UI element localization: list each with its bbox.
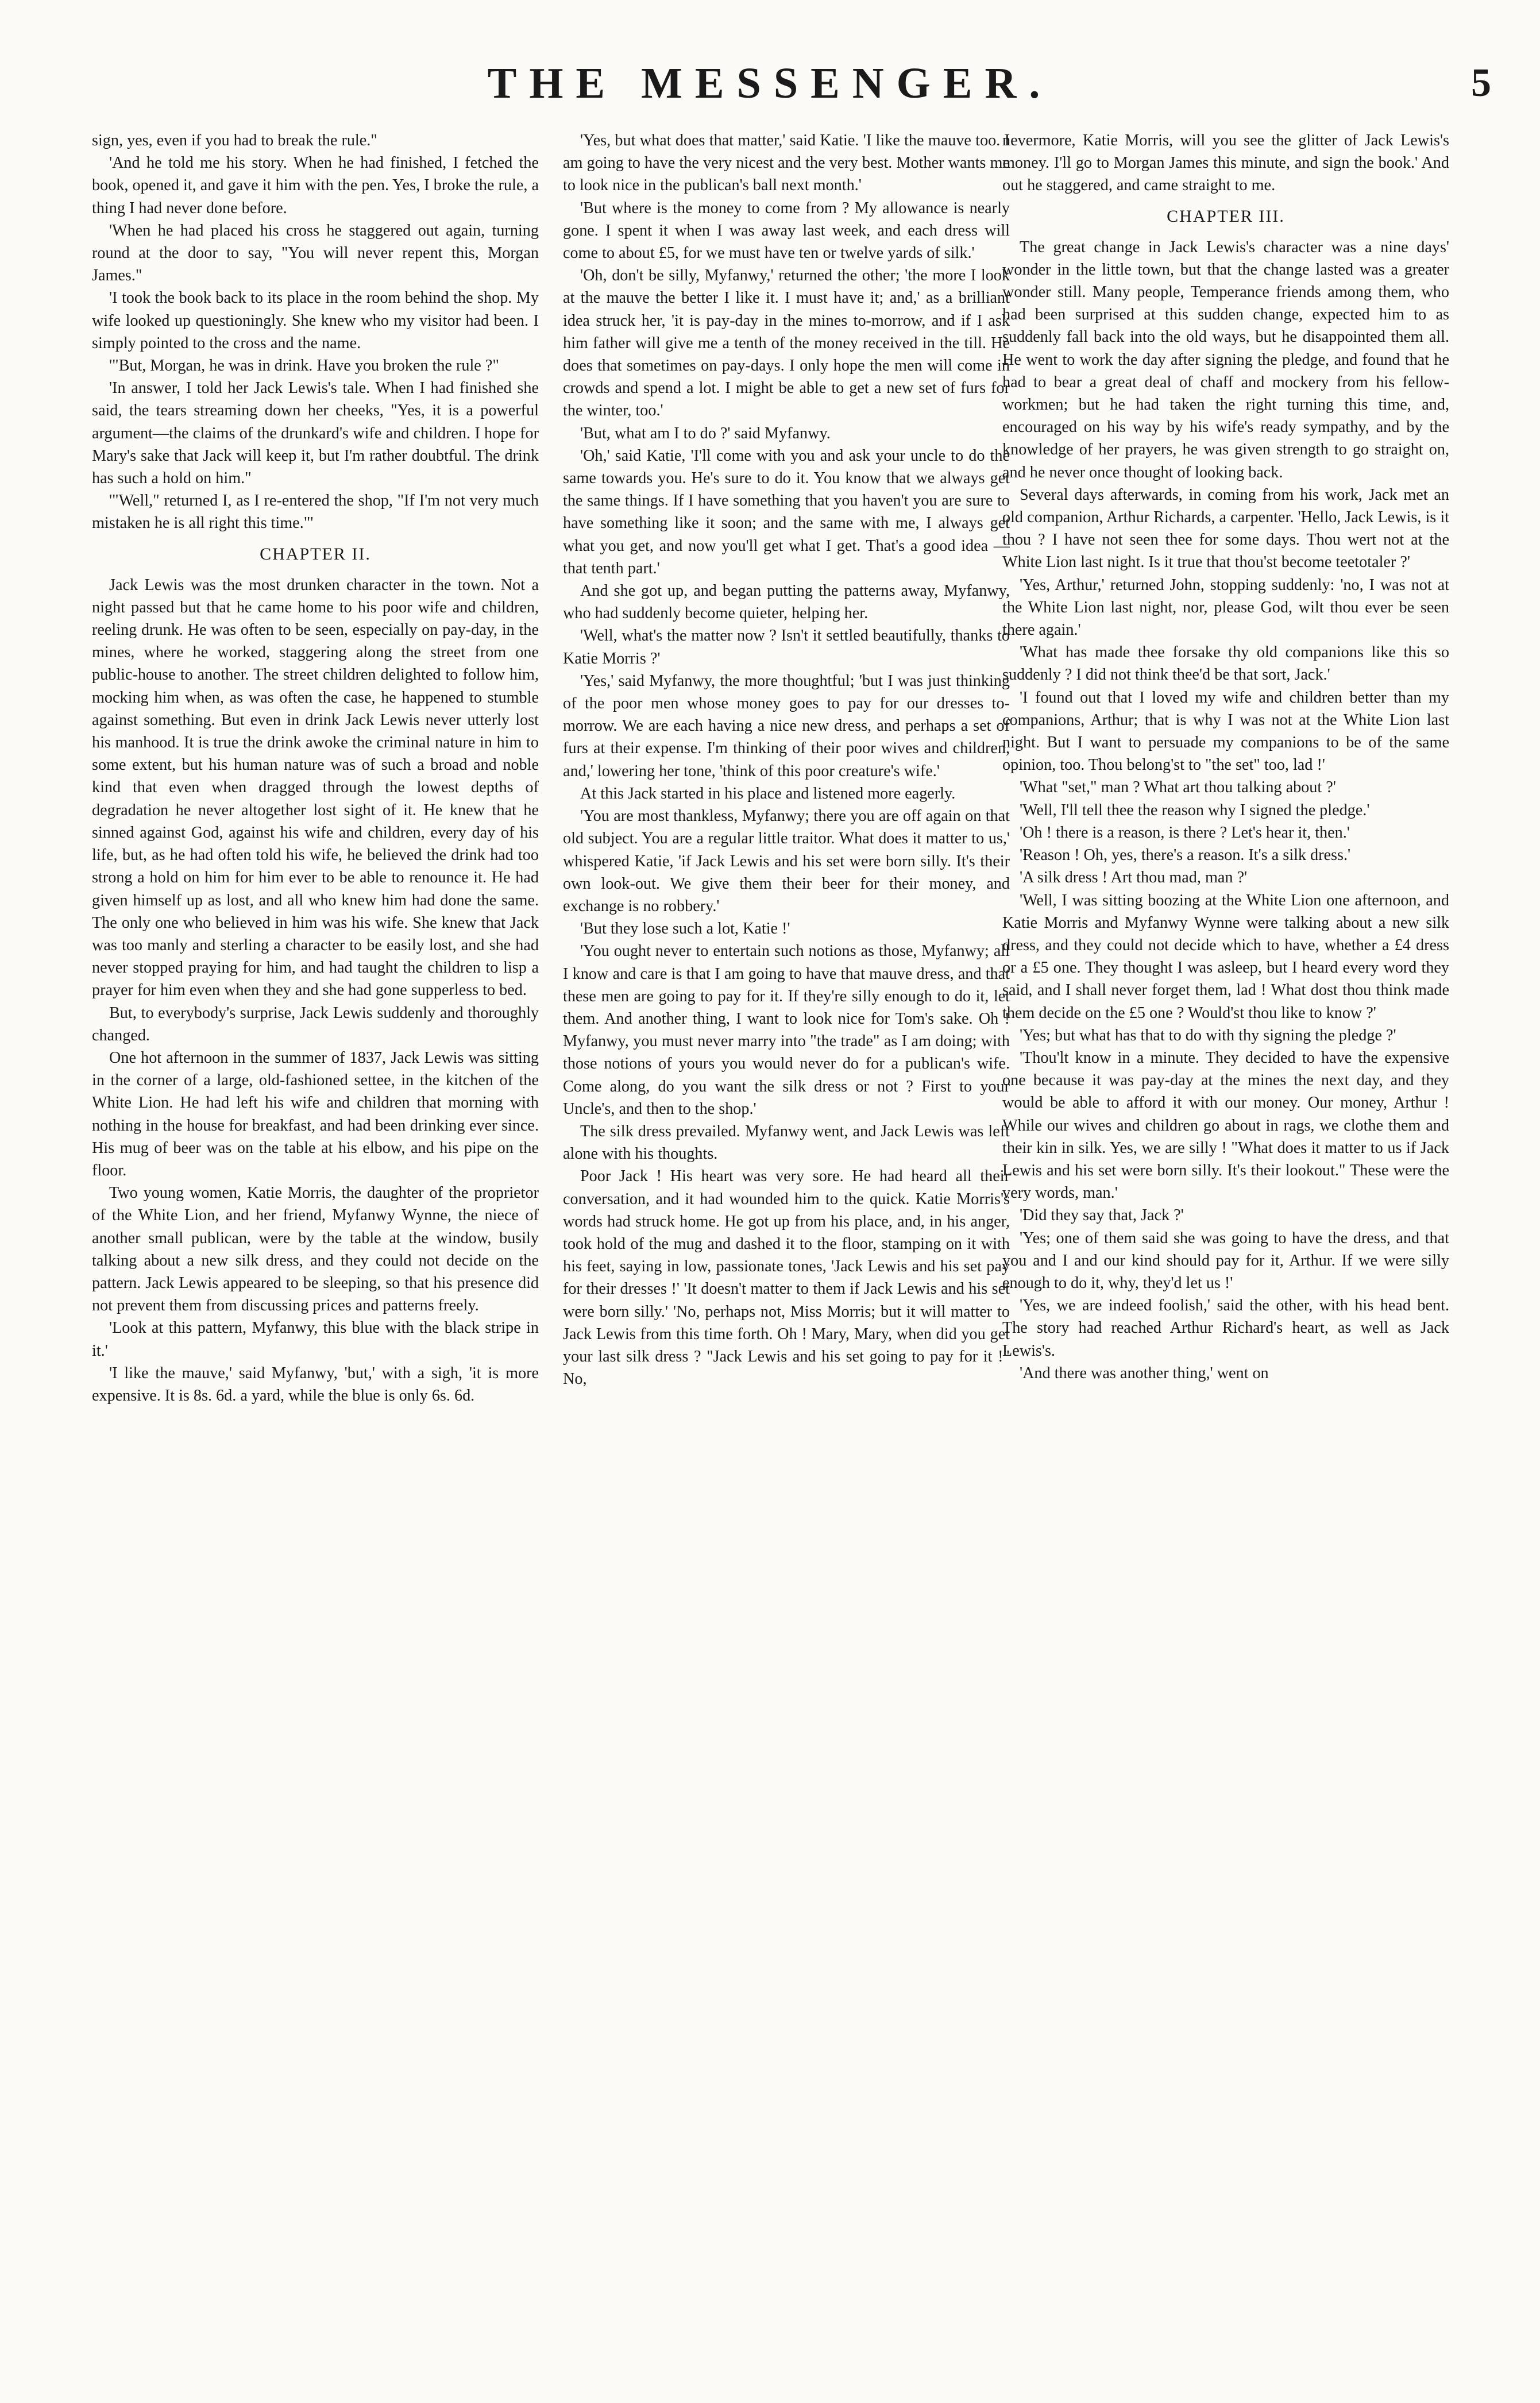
- paragraph: 'Reason ! Oh, yes, there's a reason. It's a silk dress.': [1020, 846, 1351, 865]
- paragraph: 'Thou'lt know in a minute. They decided to have the expensive one because it was pay-day at the mines the next day, and they would be able to afford it with our money. Our money, Arthur ! While our wives and children go about in rags, we clothe them and their kin in silk. Yes, we are silly ! "What does it matter to us if Jack Lewis and his set were born silly. It's their lookout." These were the very words, man.': [1002, 1048, 1449, 1202]
- paragraph: 'Well, what's the matter now ? Isn't it settled beautifully, thanks to Katie Morris ?': [563, 627, 1010, 668]
- paragraph: The great change in Jack Lewis's character was a nine days' wonder in the little town, but that the change lasted was a greater wonder still. Many people, Temperance friends among them, who had been surprised at this sudden change, expected him to as suddenly fall back into the old ways, but he disappointed them all. He went to work the day after signing the pledge, and found that he had to bear a great deal of chaff and mockery from his fellow-workmen; but he had taken the right turning this time, and, encouraged on his way by his wife's ready sympathy, and by the knowledge of her prayers, he was given strength to go straight on, and he never once thought of looking back.: [1002, 238, 1449, 481]
- paragraph: sign, yes, even if you had to break the rule.": [92, 132, 377, 149]
- paragraph: The silk dress prevailed. Myfanwy went, and Jack Lewis was left alone with his thoughts.: [563, 1122, 1010, 1163]
- paragraph: 'In answer, I told her Jack Lewis's tale. When I had finished she said, the tears streaming down her cheeks, "Yes, it is a powerful argument—the claims of the drunkard's wife and children. I hope for Mary's sake that Jack will keep it, but I'm rather doubtful. The drink has such a hold on him.": [92, 379, 539, 488]
- paragraph: 'A silk dress ! Art thou mad, man ?': [1020, 869, 1248, 887]
- paragraph: 'And he told me his story. When he had finished, I fetched the book, opened it, and gave it him with the pen. Yes, I broke the rule, a thing I had never done before.: [92, 154, 539, 217]
- paragraph: Jack Lewis was the most drunken character in the town. Not a night passed but that he came home to his poor wife and children, reeling drunk. He was often to be seen, especially on pay-day, in the mines, where he worked, staggering along the street from one public-house to another. The street children delighted to follow him, mocking him when, as was often the case, he happened to stumble against something. But even in drink Jack Lewis never utterly lost his manhood. It is true the drink awoke the criminal nature in him to some extent, but his human nature was of such a broad and noble kind that even when dragged through the lowest depths of degradation he never altogether lost sight of it. He knew that he sinned against God, against his wife and children, every day of his life, but, as he had often told his wife, he believed the drink had too strong a hold on him for him ever to be able to renounce it. He had given himself up as lost, and all who knew him had done the same. The only one who believed in him was his wife. She knew that Jack was too manly and sterling a character to be easily lost, and she had never stopped praying for him, and had taught the children to lisp a prayer for him even when they and she had gone supperless to bed.: [92, 576, 539, 1000]
- paragraph: 'What has made thee forsake thy old companions like this so suddenly ? I did not think thee'd be that sort, Jack.': [1002, 643, 1449, 684]
- paragraph: 'Oh, don't be silly, Myfanwy,' returned the other; 'the more I look at the mauve the better I like it. I must have it; and,' as a brilliant idea struck her, 'it is pay-day in the mines to-morrow, and if I ask him father will give me a tenth of the money received in the till. He does that sometimes on pay-days. I only hope the men will come in crowds and spend a lot. I might be able to get a new set of furs for the winter, too.': [563, 267, 1010, 420]
- paragraph: nevermore, Katie Morris, will you see the glitter of Jack Lewis's money. I'll go to Morgan James this minute, and sign the book.' And out he staggered, and came straight to me.: [1002, 132, 1449, 195]
- page-number: 5: [1471, 61, 1491, 105]
- paragraph: 'But where is the money to come from ? My allowance is nearly gone. I spent it when I was away last week, and each dress will come to about £5, for we must have ten or twelve yards of silk.': [563, 199, 1010, 263]
- paragraph: '"But, Morgan, he was in drink. Have you broken the rule ?": [109, 357, 499, 375]
- paragraph: 'Yes, we are indeed foolish,' said the other, with his head bent. The story had reached Arthur Richard's heart, as well as Jack Lewis's.: [1002, 1297, 1449, 1360]
- paragraph: 'Yes, but what does that matter,' said Katie. 'I like the mauve too. I am going to have the very nicest and the very best. Mother wants me to look nice in the publican's ball next month.': [563, 132, 1010, 195]
- paragraph: One hot afternoon in the summer of 1837, Jack Lewis was sitting in the corner of a large, old-fashioned settee, in the kitchen of the White Lion. He had left his wife and children that morning with nothing in the house for breakfast, and had been drinking ever since. His mug of beer was on the table at his elbow, and his pipe on the floor.: [92, 1048, 539, 1179]
- paragraph: '"Well," returned I, as I re-entered the shop, "If I'm not very much mistaken he is all right this time."': [92, 492, 539, 533]
- paragraph: But, to everybody's surprise, Jack Lewis suddenly and thoroughly changed.: [92, 1004, 539, 1044]
- paragraph: Several days afterwards, in coming from his work, Jack met an old companion, Arthur Richards, a carpenter. 'Hello, Jack Lewis, is it thou ? I have not seen thee for some days. Thou wert not at the White Lion last night. Is it true that thou'st become teetotaler ?': [1002, 485, 1449, 572]
- paragraph: 'When he had placed his cross he staggered out again, turning round at the door to say, "You will never repent this, Morgan James.": [92, 221, 539, 285]
- paragraph: 'But they lose such a lot, Katie !': [580, 920, 790, 938]
- paragraph: 'Yes, Arthur,' returned John, stopping suddenly: 'no, I was not at the White Lion last night, nor, please God, wilt thou ever be seen there again.': [1002, 576, 1449, 639]
- paragraph: 'And there was another thing,' went on: [1020, 1364, 1269, 1382]
- publication-title: THE MESSENGER.: [487, 59, 1053, 107]
- chapter-heading: CHAPTER III.: [1167, 206, 1285, 226]
- paragraph: 'But, what am I to do ?' said Myfanwy.: [580, 424, 831, 442]
- paragraph: At this Jack started in his place and listened more eagerly.: [580, 784, 956, 803]
- paragraph: 'Oh,' said Katie, 'I'll come with you and ask your uncle to do the same towards you. He's sure to do it. You know that we always get the same things. If I have something that you haven't you are sure to have something like it soon; and the same with me, I always get what you get, and now you'll get what I get. That's a good idea —that tenth part.': [563, 446, 1010, 577]
- chapter-heading: CHAPTER II.: [260, 544, 371, 564]
- paragraph: 'Well, I was sitting boozing at the White Lion one afternoon, and Katie Morris and Myfanwy Wynne were talking about a new silk dress, and they could not decide which to have, whether a £4 dress or a £5 one. They thought I was asleep, but I heard every word they said, and I shall never forget them, lad ! What dost thou think made them decide on the £5 one ? Would'st thou like to know ?': [1002, 891, 1449, 1022]
- text-column-2: [563, 129, 1010, 2370]
- text-column-1: [92, 129, 539, 2370]
- paragraph: 'I like the mauve,' said Myfanwy, 'but,' with a sigh, 'it is more expensive. It is 8s. 6d. a yard, while the blue is only 6s. 6d.: [92, 1364, 539, 1405]
- paragraph: 'I took the book back to its place in the room behind the shop. My wife looked up questioningly. She knew who my visitor had been. I simply pointed to the cross and the name.: [92, 289, 539, 352]
- paragraph: 'Did they say that, Jack ?': [1020, 1206, 1184, 1225]
- paragraph: 'Look at this pattern, Myfanwy, this blue with the black stripe in it.': [92, 1319, 539, 1360]
- paragraph: And she got up, and began putting the patterns away, Myfanwy, who had suddenly become quieter, helping her.: [563, 582, 1010, 623]
- paragraph: Two young women, Katie Morris, the daughter of the proprietor of the White Lion, and her friend, Myfanwy Wynne, the niece of another small publican, were by the table at the window, busily talking about a new silk dress, and they could not decide on the pattern. Jack Lewis appeared to be sleeping, so that his presence did not prevent them from discussing prices and patterns freely.: [92, 1184, 539, 1315]
- text-column-3: [1002, 129, 1449, 2370]
- paragraph: 'I found out that I loved my wife and children better than my companions, Arthur; that is why I was not at the White Lion last night. But I want to persuade my companions to be of the same opinion, too. Thou belong'st to "the set" too, lad !': [1002, 688, 1449, 774]
- paragraph: 'Well, I'll tell thee the reason why I signed the pledge.': [1020, 801, 1370, 819]
- paragraph: 'Yes,' said Myfanwy, the more thoughtful; 'but I was just thinking of the poor men whose money goes to pay for our dresses to-morrow. We are each having a nice new dress, and perhaps a set of furs at their expense. I'm thinking of their poor wives and children, and,' lowering her tone, 'think of this poor creature's wife.': [563, 672, 1010, 780]
- paragraph: Poor Jack ! His heart was very sore. He had heard all their conversation, and it had wounded him to the quick. Katie Morris's words had struck home. He got up from his place, and, in his anger, took hold of the mug and dashed it to the floor, stamping on it with his feet, saying in low, passionate tones, 'Jack Lewis and his set pay for their dresses !' 'It doesn't matter to them if Jack Lewis and his set were born silly.' 'No, perhaps not, Miss Morris; but it will matter to Jack Lewis from this time forth. Oh ! Mary, Mary, when did you get your last silk dress ? "Jack Lewis and his set going to pay for it !" No,: [563, 1167, 1010, 1388]
- masthead: [0, 57, 1540, 109]
- paragraph: 'Oh ! there is a reason, is there ? Let's hear it, then.': [1020, 823, 1350, 842]
- paragraph: 'What "set," man ? What art thou talking about ?': [1020, 778, 1336, 797]
- paragraph: 'Yes; one of them said she was going to have the dress, and that you and I and our kind should pay for it, Arthur. If we were silly enough to do it, why, they'd let us !': [1002, 1229, 1449, 1292]
- paragraph: 'You are most thankless, Myfanwy; there you are off again on that old subject. You are a regular little traitor. What does it matter to us,' whispered Katie, 'if Jack Lewis and his set were born silly. It's their own look-out. We give them their beer for their money, and exchange is no robbery.': [563, 807, 1010, 915]
- paragraph: 'Yes; but what has that to do with thy signing the pledge ?': [1020, 1026, 1396, 1044]
- paragraph: 'You ought never to entertain such notions as those, Myfanwy; all I know and care is that I am going to have that mauve dress, and that these men are going to pay for it. If they're silly enough to do it, let them. And another thing, I want to look nice for Tom's sake. Oh ! Myfanwy, you must never marry into "the trade" as I am doing; with those notions of yours you would never do for a publican's wife. Come along, do you want the silk dress or not ? First to your Uncle's, and then to the shop.': [563, 942, 1010, 1118]
